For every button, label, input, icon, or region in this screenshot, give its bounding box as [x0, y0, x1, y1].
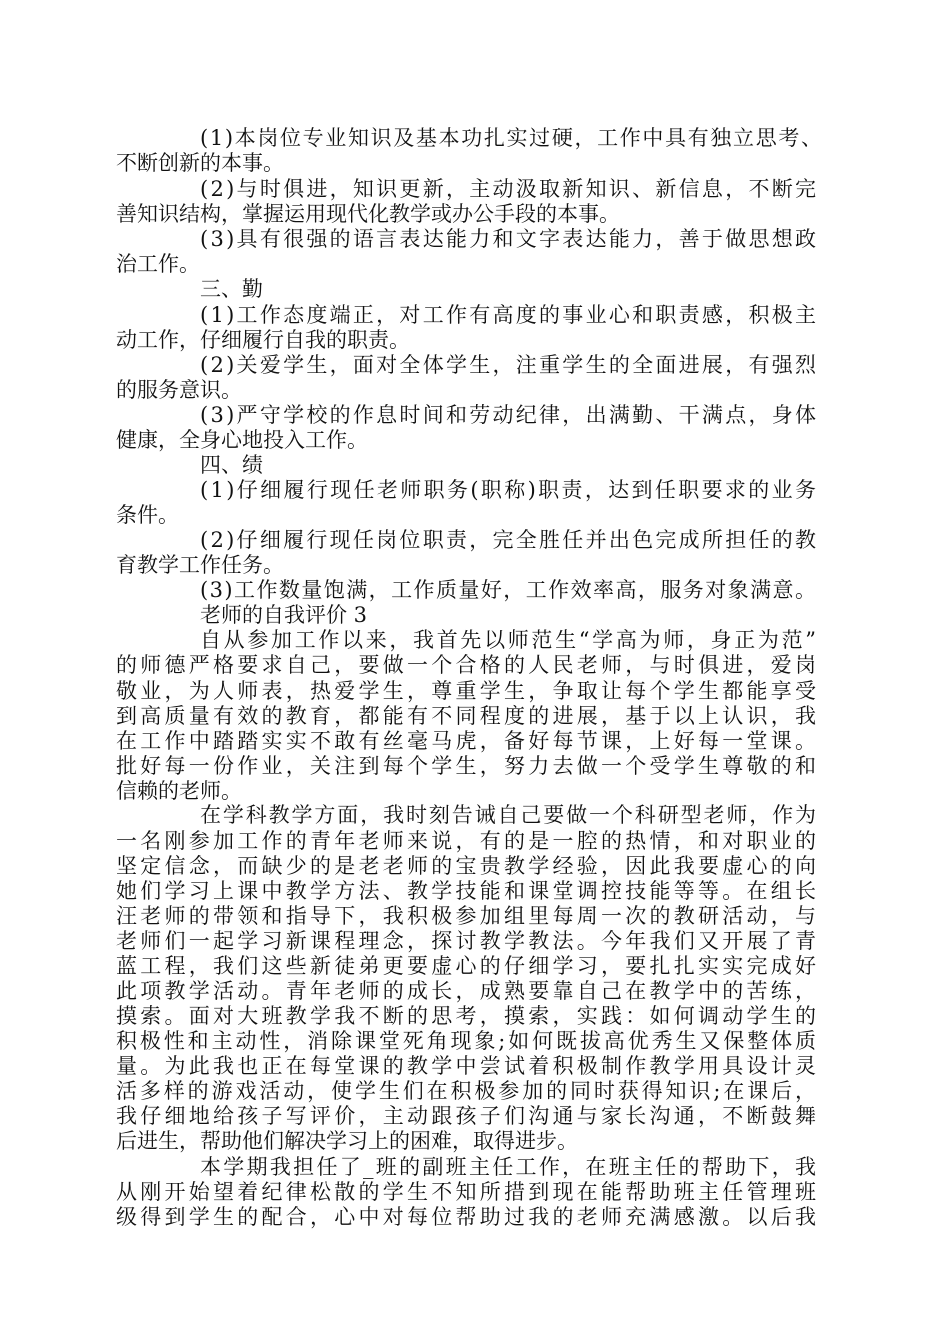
- document-line: 条件。: [116, 503, 179, 527]
- document-line: 摸索。面对大班教学我不断的思考，摸索，实践：如何调动学生的: [116, 1004, 820, 1028]
- document-line: (1)工作态度端正，对工作有高度的事业心和职责感，积极主: [200, 303, 819, 327]
- document-line: (1)本岗位专业知识及基本功扎实过硬，工作中具有独立思考、: [200, 126, 824, 150]
- document-line: 自从参加工作以来，我首先以师范生“学高为师，身正为范”: [200, 628, 819, 652]
- document-line: (3)工作数量饱满，工作质量好，工作效率高，服务对象满意。: [200, 578, 818, 602]
- document-line: (2)关爱学生，面对全体学生，注重学生的全面进展，有强烈: [200, 353, 819, 377]
- document-line: 四、绩: [200, 453, 263, 477]
- document-line: 级得到学生的配合，心中对每位帮助过我的老师充满感激。以后我: [116, 1205, 820, 1229]
- document-line: 在学科教学方面，我时刻告诫自己要做一个科研型老师，作为: [200, 803, 818, 827]
- document-line: 育教学工作任务。: [116, 553, 284, 577]
- document-line: 量。为此我也正在每堂课的教学中尝试着积极制作教学用具设计灵: [116, 1054, 820, 1078]
- document-line: 动工作，仔细履行自我的职责。: [116, 328, 410, 352]
- document-line: 老师们一起学习新课程理念，探讨教学教法。今年我们又开展了青: [116, 929, 820, 953]
- document-line: 积极性和主动性，消除课堂死角现象;如何既拔高优秀生又保整体质: [116, 1029, 819, 1053]
- document-line: 的服务意识。: [116, 378, 242, 402]
- document-line: 此项教学活动。青年老师的成长，成熟要靠自己在教学中的苦练，: [116, 979, 820, 1003]
- document-line: 到高质量有效的教育，都能有不同程度的进展，基于以上认识，我: [116, 704, 820, 728]
- document-line: 活多样的游戏活动，使学生们在积极参加的同时获得知识;在课后，: [116, 1079, 819, 1103]
- document-line: (3)具有很强的语言表达能力和文字表达能力，善于做思想政: [200, 227, 819, 251]
- document-line: 坚定信念，而缺少的是老老师的宝贵教学经验，因此我要虚心的向: [116, 854, 820, 878]
- document-line: 批好每一份作业，关注到每个学生，努力去做一个受学生尊敬的和: [116, 754, 820, 778]
- document-line: 老师的自我评价 3: [200, 603, 368, 627]
- document-line: 在工作中踏踏实实不敢有丝毫马虎，备好每节课，上好每一堂课。: [116, 729, 820, 753]
- document-line: 健康，全身心地投入工作。: [116, 428, 368, 452]
- document-line: 我仔细地给孩子写评价，主动跟孩子们沟通与家长沟通，不断鼓舞: [116, 1104, 820, 1128]
- document-line: 汪老师的带领和指导下，我积极参加组里每周一次的教研活动，与: [116, 904, 820, 928]
- document-line: (2)仔细履行现任岗位职责，完全胜任并出色完成所担任的教: [200, 528, 819, 552]
- document-line: 不断创新的本事。: [116, 151, 284, 175]
- document-line: 从刚开始望着纪律松散的学生不知所措到现在能帮助班主任管理班: [116, 1180, 820, 1204]
- document-line: 蓝工程，我们这些新徒弟更要虚心的仔细学习，要扎扎实实完成好: [116, 954, 820, 978]
- document-line: (2)与时俱进，知识更新，主动汲取新知识、新信息，不断完: [200, 177, 819, 201]
- document-line: 本学期我担任了_班的副班主任工作，在班主任的帮助下，我: [200, 1155, 819, 1179]
- document-line: 的师德严格要求自己，要做一个合格的人民老师，与时俱进，爱岗: [116, 653, 820, 677]
- document-line: 敬业，为人师表，热爱学生，尊重学生，争取让每个学生都能享受: [116, 679, 820, 703]
- document-line: 三、勤: [200, 277, 263, 301]
- document-line: 她们学习上课中教学方法、教学技能和课堂调控技能等等。在组长: [116, 879, 820, 903]
- document-line: 治工作。: [116, 252, 200, 276]
- document-line: (1)仔细履行现任老师职务(职称)职责，达到任职要求的业务: [200, 478, 819, 502]
- document-line: (3)严守学校的作息时间和劳动纪律，出满勤、干满点，身体: [200, 403, 819, 427]
- document-line: 一名刚参加工作的青年老师来说，有的是一腔的热情，和对职业的: [116, 829, 820, 853]
- document-line: 信赖的老师。: [116, 779, 242, 803]
- document-line: 善知识结构，掌握运用现代化教学或办公手段的本事。: [116, 202, 620, 226]
- document-line: 后进生，帮助他们解决学习上的困难，取得进步。: [116, 1129, 578, 1153]
